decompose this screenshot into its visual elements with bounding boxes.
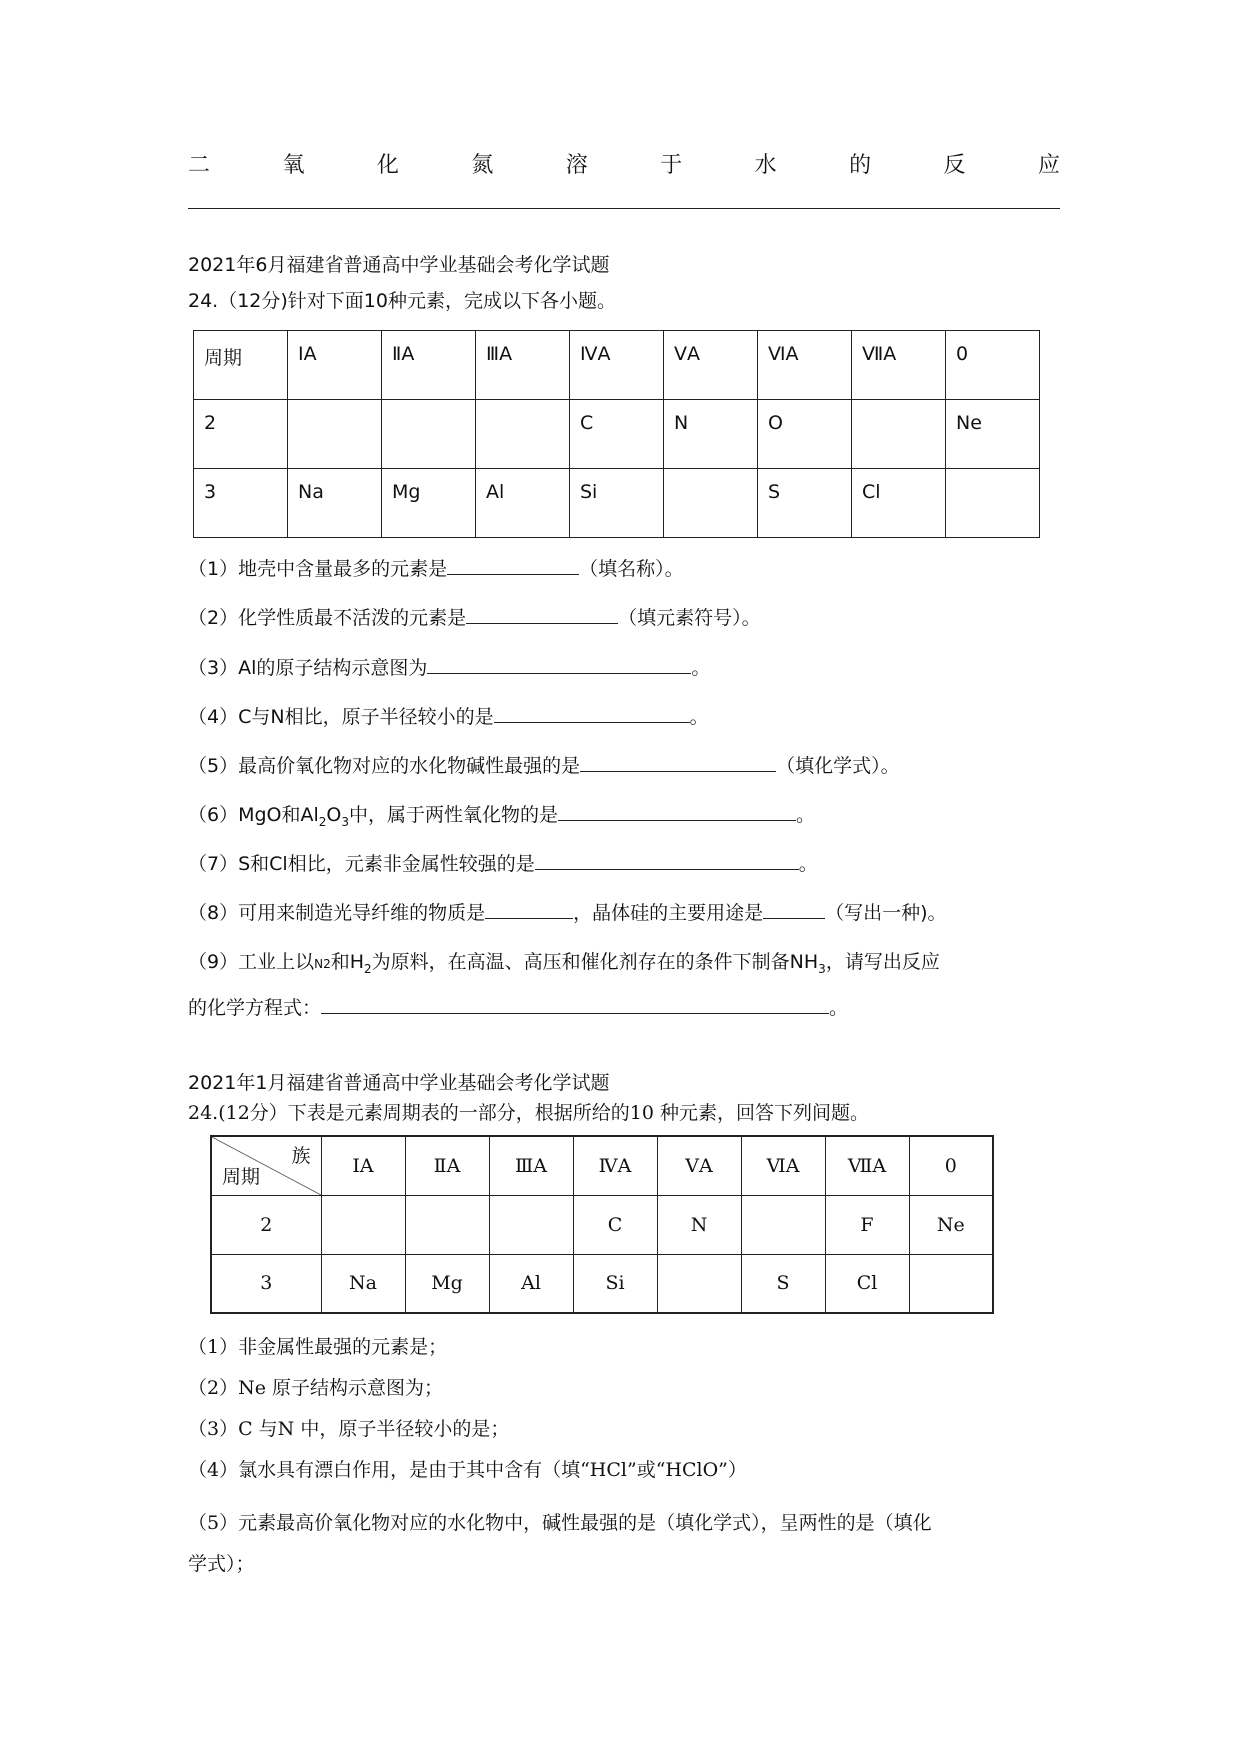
question-text: （1）地壳中含量最多的元素是 bbox=[188, 558, 448, 580]
table-cell: Al bbox=[489, 1254, 573, 1313]
section1-heading: 2021年6月福建省普通高中学业基础会考化学试题 bbox=[188, 254, 610, 276]
table-cell: ⅢA bbox=[489, 1136, 573, 1195]
question-text: ，晶体硅的主要用途是 bbox=[573, 902, 764, 924]
table-row bbox=[211, 1254, 993, 1313]
table-cell: Al bbox=[476, 469, 570, 538]
table-cell: ⅤA bbox=[657, 1136, 741, 1195]
table-cell: N bbox=[657, 1195, 741, 1254]
table-cell: 0 bbox=[909, 1136, 993, 1195]
section2-question-2: （2）Ne 原子结构示意图为； bbox=[188, 1377, 443, 1399]
question-text: 的化学方程式： bbox=[188, 997, 322, 1019]
table-row bbox=[211, 1195, 993, 1254]
question-9-continued bbox=[188, 995, 848, 1021]
question-9 bbox=[188, 949, 940, 982]
table-cell: S bbox=[741, 1254, 825, 1313]
top-char: 于 bbox=[660, 153, 683, 178]
table-cell: Ne bbox=[946, 400, 1040, 469]
section2-question-5-continued: 学式）； bbox=[188, 1553, 255, 1575]
question-text: （填名称）。 bbox=[579, 558, 684, 580]
table-cell: Cl bbox=[825, 1254, 909, 1313]
question-7 bbox=[188, 851, 818, 877]
table-row bbox=[194, 400, 1040, 469]
table-row bbox=[194, 469, 1040, 538]
table-cell: 0 bbox=[946, 331, 1040, 400]
table-cell: ⅣA bbox=[570, 331, 664, 400]
table-cell bbox=[405, 1195, 489, 1254]
answer-blank[interactable] bbox=[763, 900, 825, 919]
table-cell: C bbox=[570, 400, 664, 469]
table-cell: ⅣA bbox=[573, 1136, 657, 1195]
table-cell: N bbox=[664, 400, 758, 469]
question-text: （3）Al的原子结构示意图为 bbox=[188, 657, 428, 679]
question-text: （4）C与N相比，原子半径较小的是 bbox=[188, 706, 494, 728]
subscript: 3 bbox=[818, 961, 826, 976]
top-char: 溶 bbox=[565, 153, 588, 178]
question-text: （填元素符号）。 bbox=[618, 607, 761, 629]
table-cell: ⅡA bbox=[405, 1136, 489, 1195]
answer-blank[interactable] bbox=[494, 704, 690, 723]
table-cell bbox=[321, 1195, 405, 1254]
top-char: 二 bbox=[188, 153, 211, 178]
table-cell: ⅡA bbox=[382, 331, 476, 400]
table-row bbox=[211, 1136, 993, 1195]
periodic-table-1 bbox=[193, 330, 1040, 538]
answer-blank[interactable] bbox=[466, 605, 618, 624]
table-cell: ⅤA bbox=[664, 331, 758, 400]
section2-question-5: （5）元素最高价氧化物对应的水化物中，碱性最强的是（填化学式），呈两性的是（填化 bbox=[188, 1512, 932, 1534]
periodic-table-2 bbox=[210, 1135, 994, 1314]
question-text: （7）S和Cl相比，元素非金属性较强的是 bbox=[188, 853, 535, 875]
section2-question-1: （1）非金属性最强的元素是； bbox=[188, 1336, 448, 1358]
table-cell: Si bbox=[573, 1254, 657, 1313]
question-4 bbox=[188, 704, 709, 730]
horizontal-rule bbox=[188, 208, 1060, 209]
answer-blank[interactable] bbox=[558, 802, 796, 821]
top-char: 化 bbox=[376, 153, 399, 178]
question-5 bbox=[188, 753, 900, 779]
table-cell: ⅦA bbox=[852, 331, 946, 400]
table-cell: Ne bbox=[909, 1195, 993, 1254]
question-1 bbox=[188, 556, 684, 582]
question-text: （填化学式）。 bbox=[776, 755, 900, 777]
table-cell bbox=[946, 469, 1040, 538]
answer-blank[interactable] bbox=[535, 851, 799, 870]
table-cell: Si bbox=[570, 469, 664, 538]
question-8 bbox=[188, 900, 947, 926]
question-text: （5）最高价氧化物对应的水化物碱性最强的是 bbox=[188, 755, 581, 777]
top-char: 应 bbox=[1037, 153, 1060, 178]
top-char: 氮 bbox=[471, 153, 494, 178]
question-text: （8）可用来制造光导纤维的物质是 bbox=[188, 902, 486, 924]
table-cell: C bbox=[573, 1195, 657, 1254]
subscript: 2 bbox=[318, 814, 327, 829]
table-cell: Cl bbox=[852, 469, 946, 538]
question-text: （9）工业上以 bbox=[188, 951, 315, 973]
question-text: O bbox=[326, 804, 342, 826]
table-cell: ⅠA bbox=[288, 331, 382, 400]
question-6 bbox=[188, 802, 815, 835]
top-char: 氧 bbox=[282, 153, 305, 178]
table-cell: 周期 bbox=[194, 331, 288, 400]
question-text: 。 bbox=[689, 706, 709, 728]
question-text: ，请写出反应 bbox=[825, 951, 940, 973]
question-text: （6）MgO和Al bbox=[188, 804, 319, 826]
table-corner-cell bbox=[211, 1136, 321, 1195]
top-char: 反 bbox=[943, 153, 966, 178]
question-text: 。 bbox=[829, 997, 849, 1019]
table-cell: ⅥA bbox=[741, 1136, 825, 1195]
table-cell: 3 bbox=[194, 469, 288, 538]
question-text: 中，属于两性氧化物的是 bbox=[349, 804, 559, 826]
top-char: 的 bbox=[849, 153, 872, 178]
table-cell: ⅥA bbox=[758, 331, 852, 400]
table-cell bbox=[909, 1254, 993, 1313]
corner-label-group: 族 bbox=[291, 1145, 311, 1167]
question-text: 和H bbox=[330, 951, 365, 973]
question-3 bbox=[188, 655, 710, 681]
question-2 bbox=[188, 605, 761, 631]
table-cell: Na bbox=[288, 469, 382, 538]
question-text: （写出一种)。 bbox=[825, 902, 947, 924]
table-cell: S bbox=[758, 469, 852, 538]
table-cell bbox=[288, 400, 382, 469]
table-cell: ⅠA bbox=[321, 1136, 405, 1195]
table-cell: 3 bbox=[211, 1254, 321, 1313]
table-cell: Mg bbox=[405, 1254, 489, 1313]
table-cell: ⅢA bbox=[476, 331, 570, 400]
table-cell bbox=[664, 469, 758, 538]
table-cell bbox=[382, 400, 476, 469]
answer-blank[interactable] bbox=[447, 556, 579, 575]
table-cell: Mg bbox=[382, 469, 476, 538]
subscript: 3 bbox=[341, 814, 350, 829]
question-text: N2 bbox=[314, 957, 331, 971]
table-cell bbox=[741, 1195, 825, 1254]
section1-intro: 24.（12分)针对下面10种元素，完成以下各小题。 bbox=[188, 290, 616, 312]
question-text: 。 bbox=[798, 853, 818, 875]
table-cell: F bbox=[825, 1195, 909, 1254]
table-cell: O bbox=[758, 400, 852, 469]
answer-blank[interactable] bbox=[485, 900, 573, 919]
table-row bbox=[194, 331, 1040, 400]
corner-label-period: 周期 bbox=[222, 1165, 261, 1188]
question-text: 。 bbox=[796, 804, 816, 826]
table-cell bbox=[489, 1195, 573, 1254]
table-cell: ⅦA bbox=[825, 1136, 909, 1195]
section2-intro: 24.(12分）下表是元素周期表的一部分，根据所给的10 种元素，回答下列间题。 bbox=[188, 1102, 870, 1124]
table-cell bbox=[852, 400, 946, 469]
table-cell: Na bbox=[321, 1254, 405, 1313]
subscript: 2 bbox=[364, 961, 372, 976]
table-cell: 2 bbox=[194, 400, 288, 469]
section2-heading: 2021年1月福建省普通高中学业基础会考化学试题 bbox=[188, 1072, 610, 1094]
table-cell bbox=[657, 1254, 741, 1313]
section2-question-3: （3）C 与N 中，原子半径较小的是； bbox=[188, 1418, 510, 1440]
question-text: （2）化学性质最不活泼的元素是 bbox=[188, 607, 467, 629]
section2-question-4: （4）氯水具有漂白作用，是由于其中含有（填“HCl”或“HClO”） bbox=[188, 1459, 747, 1481]
answer-blank[interactable] bbox=[321, 995, 829, 1014]
question-text: 。 bbox=[691, 657, 711, 679]
answer-blank[interactable] bbox=[427, 655, 691, 674]
table-cell bbox=[476, 400, 570, 469]
table-cell: 2 bbox=[211, 1195, 321, 1254]
top-char: 水 bbox=[754, 153, 777, 178]
question-text: 为原料，在高温、高压和催化剂存在的条件下制备NH bbox=[371, 951, 819, 973]
top-line bbox=[188, 148, 1060, 178]
answer-blank[interactable] bbox=[580, 753, 776, 772]
